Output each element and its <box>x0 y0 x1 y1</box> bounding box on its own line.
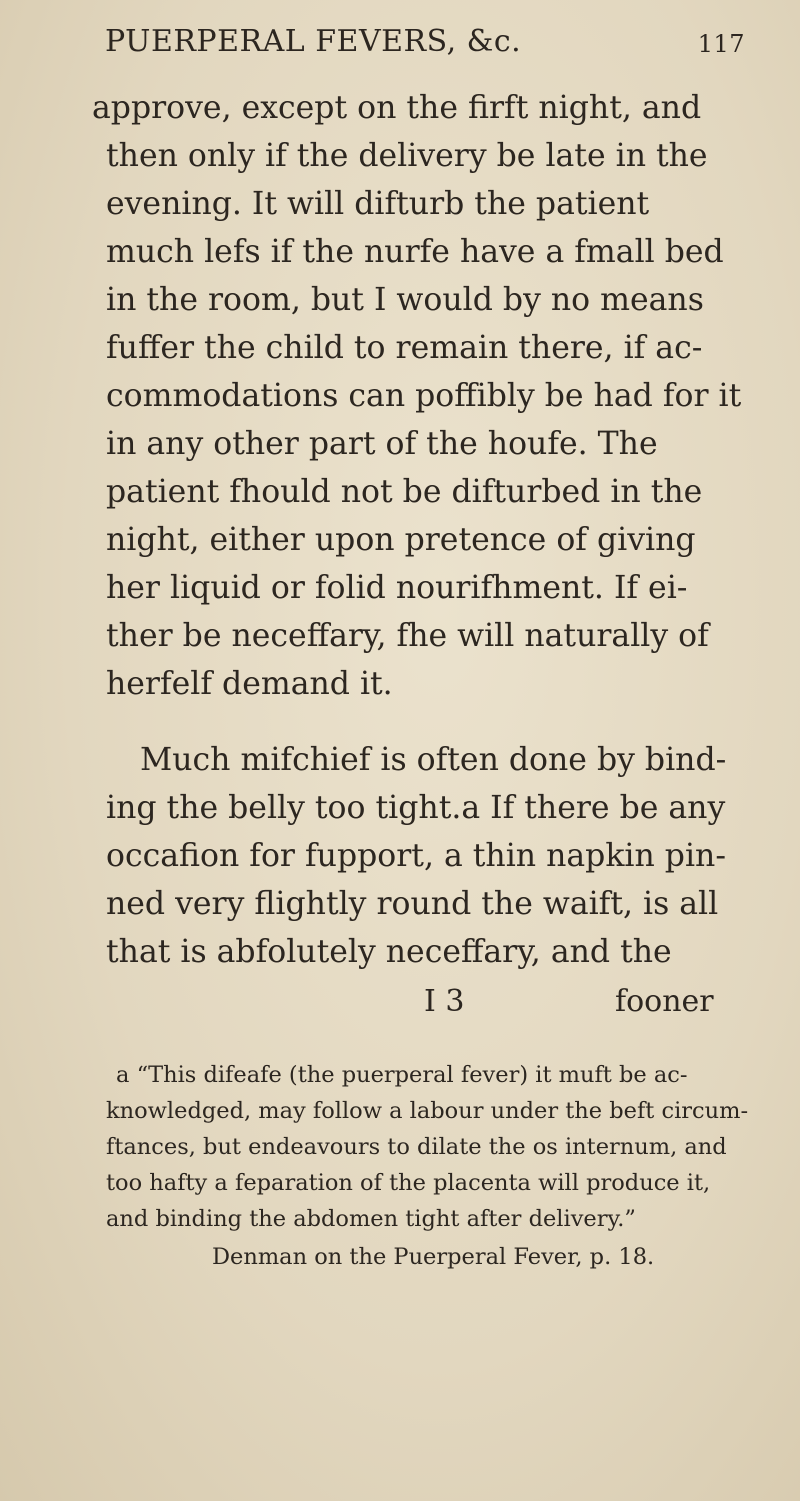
footnote-line: and binding the abdomen tight after delivery.” <box>106 1206 636 1232</box>
footnote-citation: Denman on the Puerperal Fever, p. 18. <box>212 1244 655 1270</box>
text-line: that is abfolutely neceffary, and the <box>106 934 672 970</box>
text-line: in the room, but I would by no means <box>106 282 704 318</box>
page-number: 117 <box>697 30 745 58</box>
catchword: fooner <box>615 984 714 1019</box>
text-line: much lefs if the nurfe have a fmall bed <box>106 234 724 270</box>
text-line: approve, except on the firft night, and <box>92 90 702 126</box>
text-line: fuffer the child to remain there, if ac- <box>106 330 703 366</box>
text-line: in any other part of the houfe. The <box>106 426 658 462</box>
text-line: commodations can poffibly be had for it <box>106 378 742 414</box>
text-line: Much mifchief is often done by bind- <box>140 742 727 778</box>
footnote-line: ftances, but endeavours to dilate the os internum, and <box>106 1134 727 1160</box>
page-header <box>105 16 745 66</box>
text-line: herfelf demand it. <box>106 666 393 702</box>
text-line: then only if the delivery be late in the <box>106 138 708 174</box>
text-line: her liquid or folid nourifhment. If ei- <box>106 570 688 606</box>
footnote-line: knowledged, may follow a labour under the beft circum- <box>106 1098 749 1124</box>
text-line: ing the belly too tight.a If there be any <box>106 790 726 826</box>
text-line: evening. It will difturb the patient <box>106 186 650 222</box>
text-line: occafion for fupport, a thin napkin pin- <box>106 838 726 874</box>
text-line: patient fhould not be difturbed in the <box>106 474 703 510</box>
text-line: night, either upon pretence of giving <box>106 522 696 558</box>
running-title: PUERPERAL FEVERS, &c. <box>105 24 522 59</box>
footnote-line: too hafty a feparation of the placenta will produce it, <box>106 1170 711 1196</box>
text-line: ther be neceffary, fhe will naturally of <box>106 618 709 654</box>
text-line: ned very flightly round the waift, is all <box>106 886 719 922</box>
signature-mark: I 3 <box>424 984 465 1019</box>
footnote-line: a “This difeafe (the puerperal fever) it muft be ac- <box>116 1062 688 1088</box>
